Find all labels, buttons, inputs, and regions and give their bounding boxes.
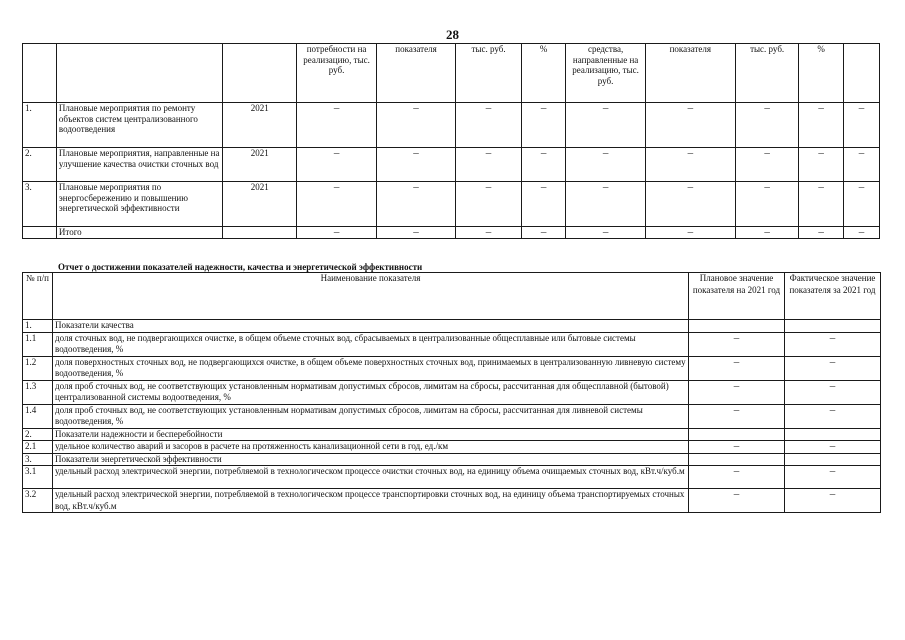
row-name: доля проб сточных вод, не соответствующих установленным нормативам допустимых сбросов, лимитам на сбросы, рассчитанная для ливневой системы водоотведения, % [53, 404, 689, 428]
row-num: 2.1 [23, 441, 53, 454]
dash-cell: – [456, 148, 522, 182]
actual-value: – [785, 380, 881, 404]
section-row [23, 320, 881, 333]
row-year: 2021 [223, 148, 297, 182]
row-num: 2. [23, 148, 57, 182]
plan-header-row [23, 44, 880, 103]
actual-value: – [785, 332, 881, 356]
dash-cell: – [735, 227, 799, 239]
header-need: потребности на реализацию, тыс. руб. [297, 44, 376, 103]
section-row [23, 428, 881, 441]
row-name: Плановые мероприятия, направленные на улучшение качества очистки сточных вод [56, 148, 222, 182]
row-name: Показатели энергетической эффективности [53, 453, 689, 466]
table-row [23, 380, 881, 404]
header-cell-name [56, 44, 222, 103]
dash-cell: – [645, 103, 735, 148]
dash-cell: – [799, 182, 843, 227]
planned-value: – [689, 332, 785, 356]
dash-cell: – [521, 103, 565, 148]
actual-value: – [785, 466, 881, 489]
total-label: Итого [56, 227, 222, 239]
row-name: Показатели качества [53, 320, 689, 333]
dash-cell: – [843, 182, 879, 227]
table-row [23, 489, 881, 513]
dash-cell: – [735, 148, 799, 182]
empty-cell [689, 320, 785, 333]
row-num: 1.4 [23, 404, 53, 428]
dash-cell: – [843, 148, 879, 182]
indicators-report-table [22, 272, 881, 513]
dash-cell: – [566, 148, 645, 182]
dash-cell: – [456, 227, 522, 239]
dash-cell: – [376, 103, 455, 148]
dash-cell: – [297, 227, 376, 239]
report-header-row [23, 273, 881, 320]
row-name: доля проб сточных вод, не соответствующих установленным нормативам допустимых сбросов, лимитам на сбросы, рассчитанная для общесплавной (бытовой) централизованной системы водоотведения, % [53, 380, 689, 404]
header-indicator-2: показателя [645, 44, 735, 103]
dash-cell: – [376, 148, 455, 182]
row-name: Показатели надежности и бесперебойности [53, 428, 689, 441]
dash-cell: – [297, 103, 376, 148]
table-row [23, 148, 880, 182]
header-name: Наименование показателя [53, 273, 689, 320]
row-num: 1.3 [23, 380, 53, 404]
dash-cell: – [735, 103, 799, 148]
dash-cell: – [376, 227, 455, 239]
table-row [23, 103, 880, 148]
empty-cell [689, 428, 785, 441]
empty-cell [785, 428, 881, 441]
row-year: 2021 [223, 103, 297, 148]
table-row [23, 356, 881, 380]
row-num: 1. [23, 320, 53, 333]
row-year: 2021 [223, 182, 297, 227]
actual-value: – [785, 404, 881, 428]
header-thousand-rub-2: тыс. руб. [735, 44, 799, 103]
total-year-cell [223, 227, 297, 239]
row-num: 3. [23, 182, 57, 227]
total-num-cell [23, 227, 57, 239]
page-number: 28 [446, 27, 459, 42]
dash-cell: – [376, 182, 455, 227]
actual-value: – [785, 356, 881, 380]
row-num: 3. [23, 453, 53, 466]
dash-cell: – [297, 182, 376, 227]
row-num: 3.2 [23, 489, 53, 513]
planned-value: – [689, 466, 785, 489]
row-name: удельный расход электрической энергии, потребляемой в технологическом процессе транспортировки сточных вод, на единицу объема транспортируемых сточных вод, кВт.ч/куб.м [53, 489, 689, 513]
header-percent-1: % [521, 44, 565, 103]
planned-value: – [689, 356, 785, 380]
report-title: Отчет о достижении показателей надежности, качества и энергетической эффективности [58, 262, 423, 272]
table-row [23, 332, 881, 356]
dash-cell: – [799, 227, 843, 239]
dash-cell: – [843, 227, 879, 239]
empty-cell [785, 453, 881, 466]
section-row [23, 453, 881, 466]
planned-value: – [689, 404, 785, 428]
row-name: Плановые мероприятия по ремонту объектов систем централизованного водоотведения [56, 103, 222, 148]
table-row [23, 182, 880, 227]
header-cell-year [223, 44, 297, 103]
header-planned: Плановое значение показателя на 2021 год [689, 273, 785, 320]
planned-value: – [689, 380, 785, 404]
row-num: 2. [23, 428, 53, 441]
planned-value: – [689, 489, 785, 513]
dash-cell: – [843, 103, 879, 148]
table-row [23, 441, 881, 454]
dash-cell: – [521, 182, 565, 227]
header-cell-num [23, 44, 57, 103]
row-name: Плановые мероприятия по энергосбережению и повышению энергетической эффективности [56, 182, 222, 227]
row-name: доля сточных вод, не подвергающихся очистке, в общем объеме сточных вод, сбрасываемых в централизованные общесплавные или бытовые системы водоотведения, % [53, 332, 689, 356]
dash-cell: – [645, 182, 735, 227]
dash-cell: – [645, 227, 735, 239]
dash-cell: – [297, 148, 376, 182]
total-row [23, 227, 880, 239]
dash-cell: – [521, 227, 565, 239]
row-name: доля поверхностных сточных вод, не подвергающихся очистке, в общем объеме поверхностных сточных вод, принимаемых в централизованную ливневую систему водоотведения, % [53, 356, 689, 380]
row-num: 3.1 [23, 466, 53, 489]
dash-cell: – [521, 148, 565, 182]
header-indicator-1: показателя [376, 44, 455, 103]
empty-cell [785, 320, 881, 333]
dash-cell: – [456, 103, 522, 148]
row-num: 1.1 [23, 332, 53, 356]
header-funds: средства, направленные на реализацию, тыс. руб. [566, 44, 645, 103]
dash-cell: – [566, 103, 645, 148]
actual-value: – [785, 441, 881, 454]
dash-cell: – [799, 103, 843, 148]
dash-cell: – [735, 182, 799, 227]
header-actual: Фактическое значение показателя за 2021 год [785, 273, 881, 320]
dash-cell: – [799, 148, 843, 182]
empty-cell [689, 453, 785, 466]
dash-cell: – [566, 227, 645, 239]
table-row [23, 466, 881, 489]
dash-cell: – [645, 148, 735, 182]
actual-value: – [785, 489, 881, 513]
header-num: № п/п [23, 273, 53, 320]
dash-cell: – [566, 182, 645, 227]
row-name: удельное количество аварий и засоров в расчете на протяженность канализационной сети в год, ед./км [53, 441, 689, 454]
planned-value: – [689, 441, 785, 454]
row-name: удельный расход электрической энергии, потребляемой в технологическом процессе очистки сточных вод, на единицу объема очищаемых сточных вод, кВт.ч/куб.м [53, 466, 689, 489]
planned-measures-table [22, 43, 880, 239]
header-percent-2: % [799, 44, 843, 103]
dash-cell: – [456, 182, 522, 227]
header-cell-last [843, 44, 879, 103]
row-num: 1. [23, 103, 57, 148]
table-row [23, 404, 881, 428]
row-num: 1.2 [23, 356, 53, 380]
header-thousand-rub-1: тыс. руб. [456, 44, 522, 103]
